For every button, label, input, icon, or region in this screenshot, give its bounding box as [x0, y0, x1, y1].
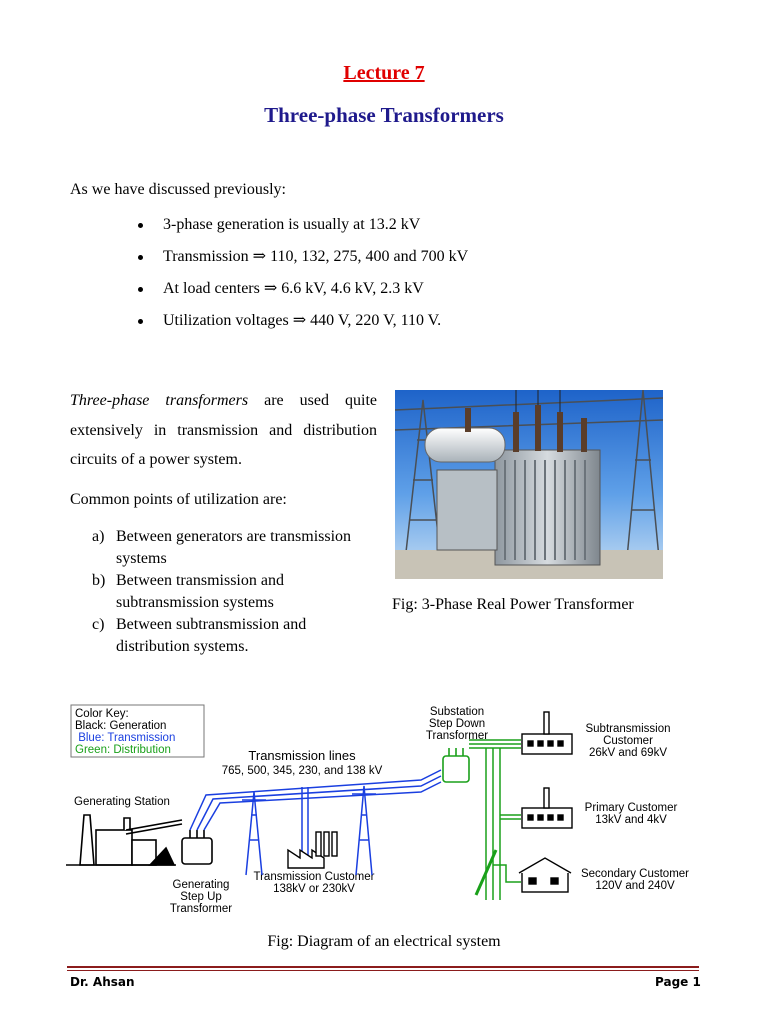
transformer-photo	[395, 390, 663, 579]
page-subtitle: Three-phase Transformers	[264, 103, 504, 127]
diagram-caption: Fig: Diagram of an electrical system	[267, 933, 501, 950]
intro-text: As we have discussed previously:	[70, 181, 286, 198]
list-item: At load centers ⇒ 6.6 kV, 4.6 kV, 2.3 kV	[138, 279, 468, 311]
transmission-voltages: 765, 500, 345, 230, and 138 kV	[221, 765, 383, 777]
generating-station-label: Generating Station	[74, 796, 170, 808]
bullet-icon	[138, 287, 143, 292]
bullet-icon	[138, 223, 143, 228]
primary-customer-label: Primary Customer	[584, 802, 678, 814]
subtransmission-label-2: Customer	[603, 735, 653, 747]
footer-rule-thin	[67, 970, 699, 971]
paragraph-text: are used quite extensively in transmission and distribution circuits of a power system.	[70, 392, 377, 468]
substation-label-1: Substation	[429, 706, 485, 718]
transformer-paragraph	[70, 386, 377, 475]
list-item: c) Between subtransmission and distribution systems.	[92, 616, 307, 655]
italic-term: Three-phase transformers	[70, 392, 249, 409]
lecture-title: Lecture 7	[343, 62, 425, 84]
bullet-icon	[138, 319, 143, 324]
subtransmission-label-3: 26kV and 69kV	[588, 747, 668, 759]
bullet-icon	[138, 255, 143, 260]
color-key-transmission: Blue: Transmission	[75, 732, 176, 744]
transmission-lines-title: Transmission lines	[248, 748, 356, 763]
list-item: a) Between generators are transmission systems	[92, 528, 352, 567]
footer-author: Dr. Ahsan	[70, 975, 135, 989]
color-key-generation: Black: Generation	[75, 720, 167, 732]
utilization-list	[92, 526, 352, 658]
substation-label-3: Transformer	[425, 730, 489, 742]
secondary-customer-voltage: 120V and 240V	[595, 880, 675, 892]
subtransmission-label-1: Subtransmission	[585, 723, 671, 735]
electrical-system-diagram	[66, 700, 696, 915]
color-key-distribution: Green: Distribution	[75, 744, 171, 756]
secondary-customer-label: Secondary Customer	[580, 868, 690, 880]
transmission-customer-voltage: 138kV or 230kV	[273, 883, 355, 895]
common-points-heading: Common points of utilization are:	[70, 491, 287, 508]
list-item: 3-phase generation is usually at 13.2 kV	[138, 215, 468, 247]
step-up-label-3: Transformer	[169, 903, 233, 915]
list-item: b) Between transmission and subtransmission systems	[92, 572, 284, 611]
list-item: Utilization voltages ⇒ 440 V, 220 V, 110 V.	[138, 311, 468, 343]
page-number: Page 1	[655, 975, 701, 989]
photo-caption: Fig: 3-Phase Real Power Transformer	[392, 596, 634, 613]
list-marker: a)	[92, 528, 105, 545]
footer-rule	[67, 966, 699, 968]
step-up-label-1: Generating	[172, 879, 230, 891]
step-up-label-2: Step Up	[180, 891, 222, 903]
color-key-title: Color Key:	[75, 708, 129, 720]
list-marker: b)	[92, 572, 106, 589]
list-item: Transmission ⇒ 110, 132, 275, 400 and 700 kV	[138, 247, 468, 279]
list-marker: c)	[92, 616, 105, 633]
transmission-customer-label: Transmission Customer	[253, 871, 375, 883]
substation-label-2: Step Down	[428, 718, 486, 730]
voltage-bullet-list	[138, 215, 468, 343]
primary-customer-voltage: 13kV and 4kV	[595, 814, 667, 826]
